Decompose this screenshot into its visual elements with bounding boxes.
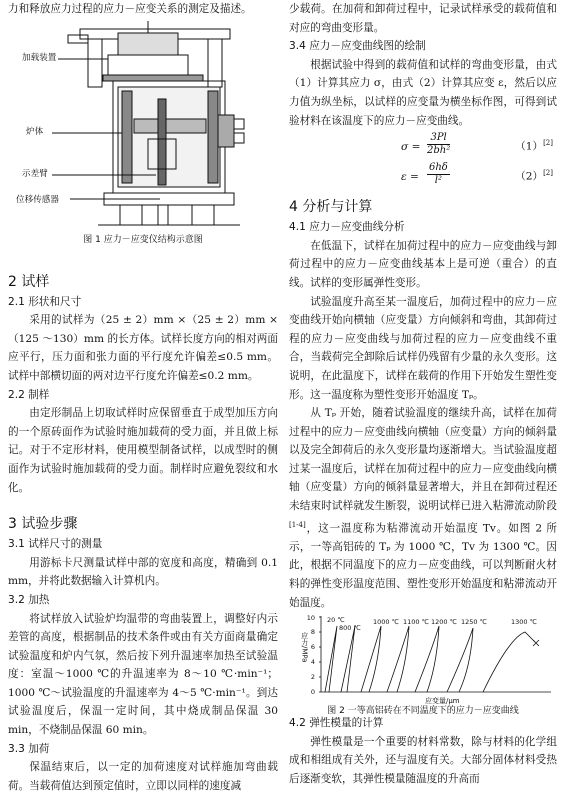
equation-1: [289, 130, 557, 160]
curve-label-20: 20 ℃: [327, 616, 345, 625]
section-2-1-title: 2.1 形状和尺寸: [8, 295, 82, 308]
equation-1-ref: [2]: [543, 139, 553, 148]
label-displacement-sensor: 位移传感器: [16, 194, 59, 205]
equation-2-lhs: ε =: [401, 171, 419, 184]
curve-label-1200: 1200 ℃: [431, 618, 457, 627]
stress-strain-chart: [289, 612, 557, 698]
left-column: [8, 0, 278, 795]
section-4-1-title: 4.1 应力－应变曲线分析: [289, 221, 405, 234]
section-3-4-title: 3.4 应力－应变曲线图的绘制: [289, 40, 426, 53]
section-3-title: 3 试验步骤: [8, 516, 78, 533]
section-2-title: 2 试样: [8, 273, 50, 290]
equation-2-denominator: l²: [434, 175, 443, 187]
figure-2-caption: 图 2 一等高铝砖在不同温度下的应力－应变曲线: [327, 706, 519, 717]
section-2-2-title: 2.2 制样: [8, 388, 50, 401]
paragraph-3: [289, 404, 557, 612]
section-2-2-body: 由定形制品上切取试样时应保留垂直于成型加压方向的一个原砖面作为试验时施加载荷的受力面，并且做上标记。对于不定形材料，使用模型制备试样，以成型时的侧面作为试验时施加载荷的受力面。制样时应避免裂纹和水化。: [8, 407, 278, 494]
y-tick-6: 6: [310, 643, 315, 652]
equation-2-number: [515, 164, 553, 186]
x-axis-label: 应变量/μm: [425, 697, 460, 706]
paragraph-1: 在低温下，试样在加荷过程中的应力－应变曲线与卸荷过程中的应力－应变曲线基本上是可逆（重合）的直线。试样的变形属弹性变形。: [289, 239, 557, 289]
intro-line: 力和释放应力过程的应力－应变关系的测定及描述。: [8, 3, 252, 15]
section-3-3-title: 3.3 加荷: [8, 742, 50, 755]
section-3-1-title: 3.1 试样尺寸的测量: [8, 538, 103, 551]
paragraph-2: 试验温度升高至某一温度后，加荷过程中的应力－应变曲线开始向横轴（应变量）方向倾斜和弯曲，其卸荷过程的应力－应变曲线与加荷过程的应力－应变曲线不重合，当载荷完全卸除后试样仍残留有少量的永久变形。这说明，在此温度下，试样在载荷的作用下开始发生塑性变形。这一温度称为塑性变形开始温度 Tₚ。: [289, 295, 557, 401]
paragraph-3-ref: [1-4]: [289, 520, 306, 529]
equation-2-fraction: [427, 162, 450, 187]
equation-2-ref: [2]: [543, 169, 553, 178]
label-differential-arm: 示差臂: [22, 168, 48, 179]
paragraph-3-text: 从 Tₚ 开始，随着试验温度的继续升高，试样在加荷过程中的应力－应变曲线向横轴（应变量）方向的倾斜量以及完全卸荷后的永久变形量均逐渐增大。当试验温度超过某一温度后，试样在加荷过程中的应力－应变曲线向横轴（应变量）方向的倾斜量显著增大，并且在卸荷过程还未结束时试样就发生断裂，说明试样已进入粘滞流动阶段: [289, 407, 557, 513]
section-3-3-body: 保温结束后，以一定的加荷速度对试样施加弯曲载荷。当载荷值达到预定值时，立即以同样的速度减: [8, 761, 278, 792]
equation-1-label: （1）: [515, 140, 544, 153]
equation-2-label: （2）: [515, 170, 544, 183]
y-tick-4: 4: [310, 658, 315, 667]
section-4-title: 4 分析与计算: [289, 199, 373, 216]
figure-1: [8, 19, 278, 245]
equation-1-lhs: σ =: [401, 141, 421, 154]
paragraph-4: 弹性模量是一个重要的材料常数，除与材料的化学组成和相组成有关外，还与温度有关。大部分固体材料受热后逐渐变软，其弹性模量随温度的升高而: [289, 735, 557, 785]
continued-body: 少载荷。在加荷和卸荷过程中，记录试样承受的载荷值和对应的弯曲变形量。: [289, 3, 557, 34]
section-3-4-body: 根据试验中得到的载荷值和试样的弯曲变形量，由式（1）计算其应力 σ，由式（2）计算其应变 ε，然后以应力值为纵坐标，以试样的应变量为横坐标作图，可得到试验材料在该温度下的应力－应变曲线。: [289, 58, 557, 127]
paragraph-3-tail: ，这一温度称为粘滞流动开始温度 Tv。如图 2 所示，一等高铝砖的 Tₚ 为 1000 ℃，Tv 为 1300 ℃。因此，根据不同温度下的应力－应变曲线，可以判断耐火材料的弹性变形温度范围、塑性变形开始温度和粘滞流动开始温度。: [289, 522, 557, 609]
curve-label-1300: 1300 ℃: [511, 618, 537, 627]
curve-label-800: 800 ℃: [339, 624, 361, 633]
equation-1-number: [515, 134, 553, 156]
section-3-2-title: 3.2 加热: [8, 593, 50, 606]
section-3-1-body: 用游标卡尺测量试样中部的宽度和高度，精确到 0.1 mm，并将此数据输入计算机内。: [8, 556, 278, 588]
section-3-2-body: 将试样放入试验炉均温带的弯曲装置上，调整好内示差管的高度，根据制品的技术条件或由有关方面商量确定试验温度和炉内气氛，然后按下列升温速率加热至试验温度：室温～1000 ℃的升温速率为 8～10 ℃·min⁻¹；1000 ℃～试验温度的升温速率为 4～5 ℃·min⁻¹。到达试验温度后，保温一定时间，其中烧成制品保温 30 min，不烧制品保温 60 min。: [8, 612, 278, 737]
curve-label-1100: 1100 ℃: [403, 618, 429, 627]
y-tick-0: 0: [310, 688, 315, 697]
curve-label-1250: 1250 ℃: [461, 618, 487, 627]
curve-label-1000: 1000 ℃: [373, 618, 399, 627]
section-4-2-title: 4.2 弹性模量的计算: [289, 717, 384, 730]
equation-1-denominator: 2bh²: [427, 145, 451, 157]
y-tick-8: 8: [310, 628, 315, 637]
y-tick-10: 10: [306, 614, 315, 623]
y-axis-label: 应力/MPa: [300, 632, 309, 663]
y-tick-2: 2: [310, 673, 315, 682]
figure-1-caption: 图 1 应力－应变仪结构示意图: [83, 234, 203, 245]
label-loading-device: 加载装置: [22, 52, 57, 63]
right-column: [289, 0, 557, 789]
equation-2: [289, 160, 557, 190]
label-furnace: 炉体: [26, 126, 44, 137]
figure-2: [289, 612, 557, 717]
equation-1-numerator: 3Pl: [427, 132, 450, 145]
section-2-1-body: 采用的试样为（25 ± 2）mm ×（25 ± 2）mm ×（125 ～130）mm 的长方体。试样长度方向的相对两面应平行，压力面和张力面的平行度允许偏差≤0.5 mm。试样中部横切面的两对边平行度允许偏差≤0.2 mm。: [8, 314, 278, 382]
equation-2-numerator: 6hδ: [429, 162, 448, 174]
equation-1-fraction: [427, 132, 450, 157]
